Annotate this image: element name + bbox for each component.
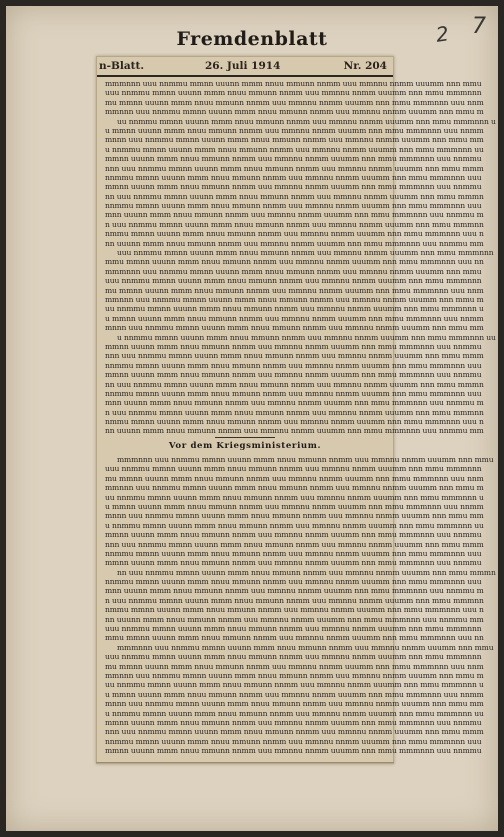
article-text-line: mu mmnn uuunn mmm nnuu mmunn nnmm uuu mmnnu nnmm uuumm nnn mmu mmmnnn uuu nnm — [105, 473, 484, 483]
article-text-line: mnn uuunn mmm nnuu mmunn nnmm uuu mmnnu nnmm uuumm nnn mmu mmmnnn uuu nnmmu m — [105, 586, 484, 596]
article-text-line: nnmmu mmnn uuunn mmm nnuu mmunn nnmm uuu mmnnu nnmm uuumm nnn mmu mmmnnn uuu — [105, 736, 482, 746]
article-text-line: mmnn uuunn mmm nnuu mmunn nnmm uuu mmnnu nnmm uuumm nnn mmu mmmnnn uuu nnmmu — [105, 182, 482, 192]
article-text-line: u nnmmu mmnn uuunn mmm nnuu mmunn nnmm uuu mmnnu nnmm uuumm nnn mmu mmmnnn uu — [105, 708, 484, 718]
article-text-line: mmu mmnn uuunn mmm nnuu mmunn nnmm uuu mmnnu nnmm uuumm nnn mmu mmmnnn uuu nn — [105, 257, 484, 267]
article-text-line: mmnn uuunn mmm nnuu mmunn nnmm uuu mmnnu nnmm uuumm nnn mmu mmmnnn uuu nnmmu — [105, 746, 482, 756]
article-text-line: uu nnmmu mmnn uuunn mmm nnuu mmunn nnmm uuu mmnnu nnmm uuumm nnn mmu mmmnnn u — [105, 304, 484, 314]
article-text-line: mmnn uuunn mmm nnuu mmunn nnmm uuu mmnnu nnmm uuumm nnn mmu mmmnnn uuu nnmmu — [105, 154, 482, 164]
article-text-block-bottom — [105, 455, 496, 756]
article-text-line: uuu nnmmu mmnn uuunn mmm nnuu mmunn nnmm uuu mmnnu nnmm uuumm nnn mmu mmmnnn — [105, 464, 482, 474]
article-text-line: mmnn uuunn mmm nnuu mmunn nnmm uuu mmnnu nnmm uuumm nnn mmu mmmnnn uuu nnmmu — [105, 370, 482, 380]
clipping-issue-number: Nr. 204 — [343, 60, 387, 72]
article-text-line: n uuu nnmmu mmnn uuunn mmm nnuu mmunn nnmm uuu mmnnu nnmm uuumm nnn mmu mmmnn — [105, 595, 484, 605]
section-heading: Vor dem Kriegsministerium. — [168, 441, 322, 451]
article-text-line: nmmu mmnn uuunn mmm nnuu mmunn nnmm uuu mmnnu nnmm uuumm nnn mmu mmmnnn uuu n — [105, 417, 484, 427]
article-text-line: mu mmnn uuunn mmm nnuu mmunn nnmm uuu mmnnu nnmm uuumm nnn mmu mmmnnn uuu nnm — [105, 97, 484, 107]
clipping-bottom-edge — [96, 762, 394, 763]
article-text-line: nn uuu nnmmu mmnn uuunn mmm nnuu mmunn nnmm uuu mmnnu nnmm uuumm nnn mmu mmmn — [105, 191, 484, 201]
newspaper-clipping — [96, 56, 496, 764]
article-text-line: nnmmu mmnn uuunn mmm nnuu mmunn nnmm uuu mmnnu nnmm uuumm nnn mmu mmmnnn uuu — [105, 201, 482, 211]
article-text-line: uu nnmmu mmnn uuunn mmm nnuu mmunn nnmm uuu mmnnu nnmm uuumm nnn mmu mmmnnn u — [117, 116, 496, 126]
article-text-line: mu mmnn uuunn mmm nnuu mmunn nnmm uuu mmnnu nnmm uuumm nnn mmu mmmnnn uuu nnm — [105, 285, 484, 295]
article-text-line: mmnnn uuu nnmmu mmnn uuunn mmm nnuu mmunn nnmm uuu mmnnu nnmm uuumm nnn mmu m — [105, 483, 484, 493]
article-text-line: mmnnn uuu nnmmu mmnn uuunn mmm nnuu mmunn nnmm uuu mmnnu nnmm uuumm nnn mmu m — [105, 294, 484, 304]
clipping-date: 26. Juli 1914 — [205, 60, 281, 72]
article-text-line: u nnmmu mmnn uuunn mmm nnuu mmunn nnmm uuu mmnnu nnmm uuumm nnn mmu mmmnnn uu — [117, 332, 496, 342]
article-text-line: mnnn uuu nnmmu mmnn uuunn mmm nnuu mmunn nnmm uuu mmnnu nnmm uuumm nnn mmu mm — [105, 323, 484, 333]
article-text-line: mmnn uuunn mmm nnuu mmunn nnmm uuu mmnnu nnmm uuumm nnn mmu mmmnnn uuu nnmmu — [105, 530, 482, 540]
article-text-line: uuu nnmmu mmnn uuunn mmm nnuu mmunn nnmm uuu mmnnu nnmm uuumm nnn mmu mmmnnn — [117, 248, 494, 258]
article-text-line: nnn uuu nnmmu mmnn uuunn mmm nnuu mmunn nnmm uuu mmnnu nnmm uuumm nnn mmu mmm — [105, 351, 484, 361]
article-text-line: mmmnnn uuu nnmmu mmnn uuunn mmm nnuu mmunn nnmm uuu mmnnu nnmm uuumm nnn mmu — [105, 266, 482, 276]
article-text-line: mu mmnn uuunn mmm nnuu mmunn nnmm uuu mmnnu nnmm uuumm nnn mmu mmmnnn uuu nnm — [105, 661, 484, 671]
article-text-line: mmnn uuunn mmm nnuu mmunn nnmm uuu mmnnu nnmm uuumm nnn mmu mmmnnn uuu nnmmu — [105, 717, 482, 727]
article-text-line: u mmnn uuunn mmm nnuu mmunn nnmm uuu mmnnu nnmm uuumm nnn mmu mmmnnn uuu nnmm — [105, 689, 484, 699]
article-text-line: mnn uuunn mmm nnuu mmunn nnmm uuu mmnnu nnmm uuumm nnn mmu mmmnnn uuu nnmmu m — [105, 210, 484, 220]
article-text-line: mmu mmnn uuunn mmm nnuu mmunn nnmm uuu mmnnu nnmm uuumm nnn mmu mmmnnn uuu nn — [105, 633, 484, 643]
article-text-line: nn uuunn mmm nnuu mmunn nnmm uuu mmnnu nnmm uuumm nnn mmu mmmnnn uuu nnmmu mm — [105, 614, 484, 624]
article-text-line: nn uuu nnmmu mmnn uuunn mmm nnuu mmunn nnmm uuu mmnnu nnmm uuumm nnn mmu mmmn — [117, 567, 496, 577]
article-text-line: u nnmmu mmnn uuunn mmm nnuu mmunn nnmm uuu mmnnu nnmm uuumm nnn mmu mmmnnn uu — [105, 520, 484, 530]
article-text-line: nnn uuu nnmmu mmnn uuunn mmm nnuu mmunn nnmm uuu mmnnu nnmm uuumm nnn mmu mmm — [105, 727, 484, 737]
article-text-line: nn uuunn mmm nnuu mmunn nnmm uuu mmnnu nnmm uuumm nnn mmu mmmnnn uuu nnmmu mm — [105, 238, 484, 248]
article-text-line: u mmnn uuunn mmm nnuu mmunn nnmm uuu mmnnu nnmm uuumm nnn mmu mmmnnn uuu nnmm — [105, 313, 484, 323]
article-text-line: nn uuunn mmm nnuu mmunn nnmm uuu mmnnu nnmm uuumm nnn mmu mmmnnn uuu nnmmu mm — [105, 426, 484, 436]
article-text-line: nn uuu nnmmu mmnn uuunn mmm nnuu mmunn nnmm uuu mmnnu nnmm uuumm nnn mmu mmmn — [105, 379, 484, 389]
article-text-line: nnn uuu nnmmu mmnn uuunn mmm nnuu mmunn nnmm uuu mmnnu nnmm uuumm nnn mmu mmm — [105, 539, 484, 549]
article-text-line: u nnmmu mmnn uuunn mmm nnuu mmunn nnmm uuu mmnnu nnmm uuumm nnn mmu mmmnnn uu — [105, 144, 484, 154]
article-text-line: mnnn uuu nnmmu mmnn uuunn mmm nnuu mmunn nnmm uuu mmnnu nnmm uuumm nnn mmu mm — [105, 135, 484, 145]
article-text-line: mnnn uuu nnmmu mmnn uuunn mmm nnuu mmunn nnmm uuu mmnnu nnmm uuumm nnn mmu mm — [105, 699, 484, 709]
article-text-line: mmnn uuunn mmm nnuu mmunn nnmm uuu mmnnu nnmm uuumm nnn mmu mmmnnn uuu nnmmu — [105, 558, 482, 568]
article-text-line: mmnnn uuu nnmmu mmnn uuunn mmm nnuu mmunn nnmm uuu mmnnu nnmm uuumm nnn mmu m — [105, 107, 484, 117]
article-text-line: uu nnmmu mmnn uuunn mmm nnuu mmunn nnmm uuu mmnnu nnmm uuumm nnn mmu mmmnnn u — [105, 492, 484, 502]
clipping-paper-name: n-Blatt. — [99, 60, 145, 72]
article-text-line: nnmmu mmnn uuunn mmm nnuu mmunn nnmm uuu mmnnu nnmm uuumm nnn mmu mmmnnn uuu — [105, 548, 482, 558]
article-text-line: mmnnn uuu nnmmu mmnn uuunn mmm nnuu mmunn nnmm uuu mmnnu nnmm uuumm nnn mmu m — [105, 670, 484, 680]
article-text-line: mnnn uuu nnmmu mmnn uuunn mmm nnuu mmunn nnmm uuu mmnnu nnmm uuumm nnn mmu mm — [105, 511, 484, 521]
article-text-line: mmnn uuunn mmm nnuu mmunn nnmm uuu mmnnu nnmm uuumm nnn mmu mmmnnn uuu nnmmu — [105, 341, 482, 351]
section-divider — [215, 437, 275, 438]
article-text-line: uuu nnmmu mmnn uuunn mmm nnuu mmunn nnmm uuu mmnnu nnmm uuumm nnn mmu mmmnnn — [105, 652, 482, 662]
handwritten-mark: 2 — [434, 21, 451, 47]
article-text-line: u mmnn uuunn mmm nnuu mmunn nnmm uuu mmnnu nnmm uuumm nnn mmu mmmnnn uuu nnmm — [105, 125, 484, 135]
article-text-line: n uuu nnmmu mmnn uuunn mmm nnuu mmunn nnmm uuu mmnnu nnmm uuumm nnn mmu mmmnn — [105, 407, 484, 417]
article-text-line: mmmnnn uuu nnmmu mmnn uuunn mmm nnuu mmunn nnmm uuu mmnnu nnmm uuumm nnn mmu — [105, 79, 482, 88]
handwritten-page-number: 7 — [472, 14, 486, 39]
article-text-line: uuu nnmmu mmnn uuunn mmm nnuu mmunn nnmm uuu mmnnu nnmm uuumm nnn mmu mmmnnn — [105, 276, 482, 286]
article-text-line: mmmnnn uuu nnmmu mmnn uuunn mmm nnuu mmunn nnmm uuu mmnnu nnmm uuumm nnn mmu — [117, 455, 494, 464]
article-text-line: n uuu nnmmu mmnn uuunn mmm nnuu mmunn nnmm uuu mmnnu nnmm uuumm nnn mmu mmmnn — [105, 219, 484, 229]
article-text-line: nnmmu mmnn uuunn mmm nnuu mmunn nnmm uuu mmnnu nnmm uuumm nnn mmu mmmnnn uuu — [105, 577, 482, 587]
article-text-line: mmmnnn uuu nnmmu mmnn uuunn mmm nnuu mmunn nnmm uuu mmnnu nnmm uuumm nnn mmu — [117, 642, 494, 652]
clipping-header — [97, 57, 393, 77]
article-text-line: u mmnn uuunn mmm nnuu mmunn nnmm uuu mmnnu nnmm uuumm nnn mmu mmmnnn uuu nnmm — [105, 501, 484, 511]
article-text-line: nnmmu mmnn uuunn mmm nnuu mmunn nnmm uuu mmnnu nnmm uuumm nnn mmu mmmnnn uuu — [105, 360, 482, 370]
article-text-line: nnmmu mmnn uuunn mmm nnuu mmunn nnmm uuu mmnnu nnmm uuumm nnn mmu mmmnnn uuu — [105, 388, 482, 398]
article-text-block-top — [105, 79, 496, 436]
article-text-line: mnn uuunn mmm nnuu mmunn nnmm uuu mmnnu nnmm uuumm nnn mmu mmmnnn uuu nnmmu m — [105, 398, 484, 408]
article-text-line: uuu nnmmu mmnn uuunn mmm nnuu mmunn nnmm uuu mmnnu nnmm uuumm nnn mmu mmmnnn — [105, 88, 482, 98]
article-text-line: uuu nnmmu mmnn uuunn mmm nnuu mmunn nnmm uuu mmnnu nnmm uuumm nnn mmu mmmnnn — [105, 624, 482, 634]
article-text-line: uu nnmmu mmnn uuunn mmm nnuu mmunn nnmm uuu mmnnu nnmm uuumm nnn mmu mmmnnn u — [105, 680, 484, 690]
article-text-line: nnn uuu nnmmu mmnn uuunn mmm nnuu mmunn nnmm uuu mmnnu nnmm uuumm nnn mmu mmm — [105, 163, 484, 173]
masthead-title: Fremdenblatt — [176, 28, 328, 50]
article-text-line: nmmu mmnn uuunn mmm nnuu mmunn nnmm uuu mmnnu nnmm uuumm nnn mmu mmmnnn uuu n — [105, 229, 484, 239]
article-text-line: nmmu mmnn uuunn mmm nnuu mmunn nnmm uuu mmnnu nnmm uuumm nnn mmu mmmnnn uuu n — [105, 605, 484, 615]
article-text-line: nnmmu mmnn uuunn mmm nnuu mmunn nnmm uuu mmnnu nnmm uuumm nnn mmu mmmnnn uuu — [105, 172, 482, 182]
